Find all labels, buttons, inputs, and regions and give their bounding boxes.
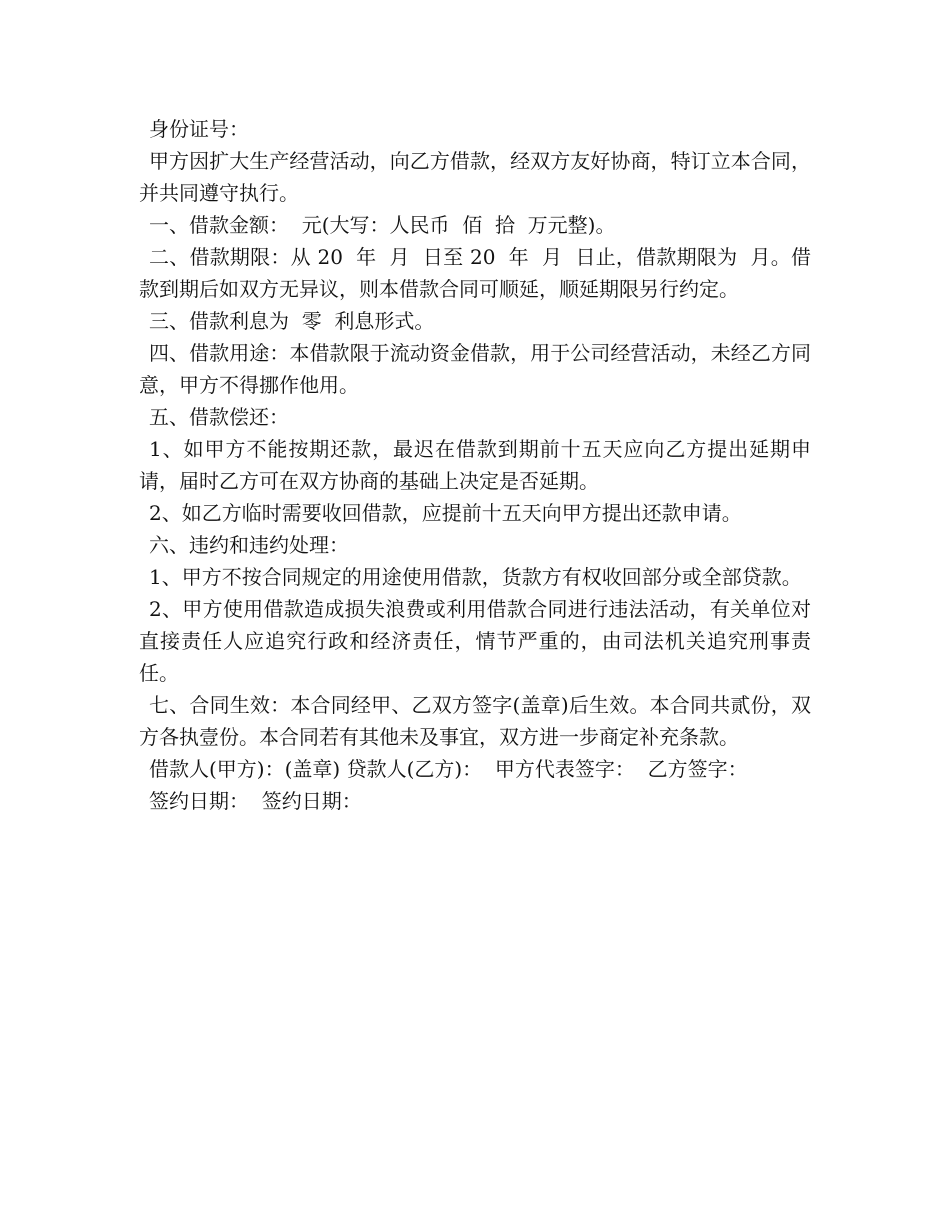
clause-1-loan-amount: 一、借款金额： 元(大写：人民币 佰 拾 万元整)。 (149, 213, 616, 237)
clause-6-breach-heading: 六、违约和违约处理： (149, 533, 349, 557)
clause-6-item-1: 1、甲方不按合同规定的用途使用借款，货款方有权收回部分或全部贷款。 (149, 565, 802, 589)
clause-4-loan-purpose: 四、借款用途：本借款限于流动资金借款，用于公司经营活动，未经乙方同意，甲方不得挪作他用。 (139, 341, 811, 397)
clause-5-item-2: 2、如乙方临时需要收回借款，应提前十五天向甲方提出还款申请。 (149, 501, 742, 525)
signing-date-line: 签约日期： 签约日期： (149, 789, 362, 813)
preamble-paragraph: 甲方因扩大生产经营活动，向乙方借款，经双方友好协商，特订立本合同，并共同遵守执行。 (139, 149, 811, 205)
clause-2-loan-term: 二、借款期限：从 20 年 月 日至 20 年 月 日止，借款期限为 月。借款到期后如双方无异议，则本借款合同可顺延，顺延期限另行约定。 (139, 245, 811, 301)
clause-5-item-1: 1、如甲方不能按期还款，最迟在借款到期前十五天应向乙方提出延期申请，届时乙方可在双方协商的基础上决定是否延期。 (139, 437, 811, 493)
contract-body (139, 113, 811, 817)
signature-line: 借款人(甲方)：(盖章) 贷款人(乙方)： 甲方代表签字： 乙方签字： (149, 757, 748, 781)
clause-7-effectiveness: 七、合同生效：本合同经甲、乙双方签字(盖章)后生效。本合同共贰份，双方各执壹份。本合同若有其他未及事宜，双方进一步商定补充条款。 (139, 693, 811, 749)
clause-5-repayment-heading: 五、借款偿还： (149, 405, 289, 429)
clause-6-item-2: 2、甲方使用借款造成损失浪费或利用借款合同进行违法活动，有关单位对直接责任人应追究行政和经济责任，情节严重的，由司法机关追究刑事责任。 (139, 597, 811, 685)
id-number-line: 身份证号： (149, 117, 249, 141)
clause-3-loan-interest: 三、借款利息为 零 利息形式。 (149, 309, 435, 333)
